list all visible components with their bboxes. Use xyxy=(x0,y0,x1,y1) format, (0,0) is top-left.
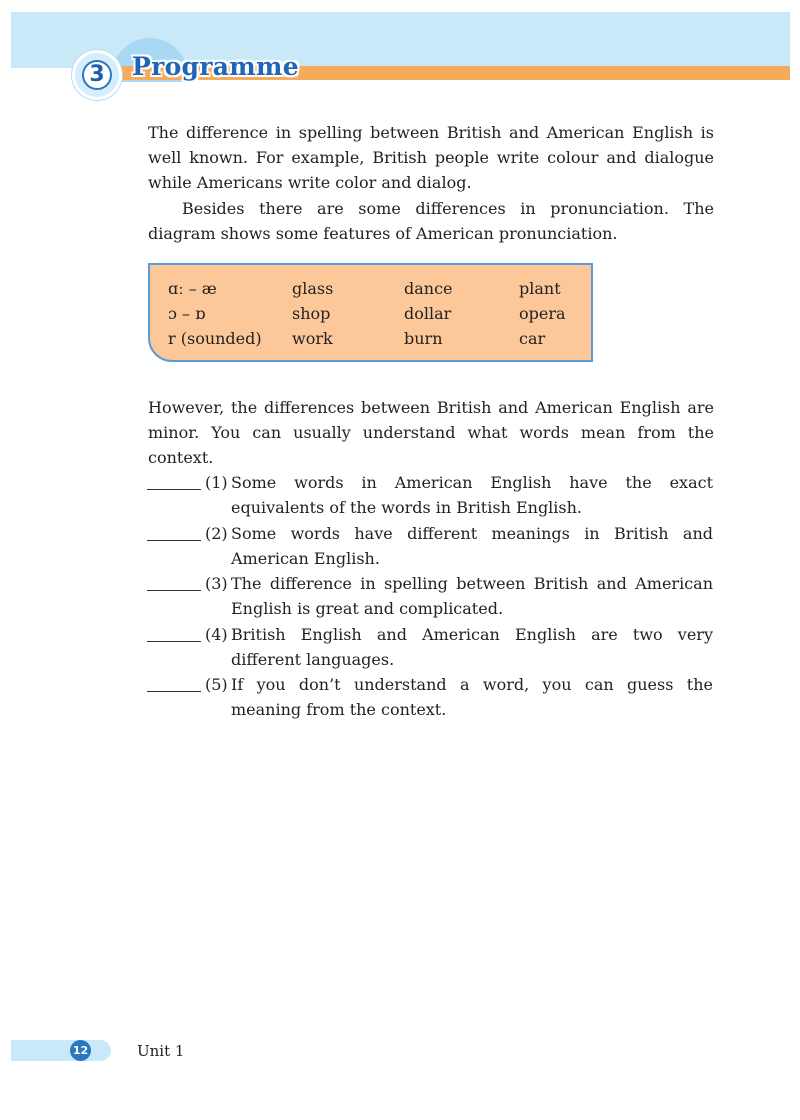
exercise-item xyxy=(147,521,715,572)
exercise-item xyxy=(147,622,715,673)
example-word: burn xyxy=(404,329,443,348)
pronunciation-table xyxy=(148,263,593,362)
section-number-badge xyxy=(72,50,122,100)
answer-blank[interactable] xyxy=(147,641,201,642)
pronunciation-sound: r (sounded) xyxy=(168,329,262,348)
answer-blank[interactable] xyxy=(147,590,201,591)
conclusion-paragraph: However, the differences between British and American English are minor. You can usually understand what words mean from the context. xyxy=(148,398,714,467)
unit-label: Unit 1 xyxy=(137,1042,185,1060)
section-number: 3 xyxy=(82,60,112,90)
exercise-item xyxy=(147,470,715,521)
pronunciation-row xyxy=(150,326,591,351)
exercise-statement: The difference in spelling between British and American English is great and complicated. xyxy=(231,574,713,618)
exercise-statement: British English and American English are two very different languages. xyxy=(231,624,713,669)
intro-paragraph-2 xyxy=(148,196,714,246)
example-word: work xyxy=(292,329,333,348)
exercise-statement: Some words in American English have the exact equivalents of the words in British English. xyxy=(231,473,713,517)
answer-blank[interactable] xyxy=(147,489,201,490)
page-number: 12 xyxy=(70,1040,91,1061)
section-title: Programme xyxy=(132,52,300,81)
exercise-item xyxy=(147,672,715,723)
exercise-item xyxy=(147,571,715,622)
pronunciation-sound: ɑː – æ xyxy=(168,279,217,298)
answer-blank[interactable] xyxy=(147,540,201,541)
example-word: dollar xyxy=(404,304,452,323)
exercise-number: (5) xyxy=(205,675,228,694)
example-word: car xyxy=(519,329,546,348)
exercise-number: (2) xyxy=(205,523,228,543)
intro-paragraph-2-text: Besides there are some differences in pronunciation. The diagram shows some features of American pronunciation. xyxy=(148,199,714,243)
pronunciation-sound: ɔ – ɒ xyxy=(168,304,206,323)
exercise-number: (1) xyxy=(205,473,228,492)
exercise-statement: If you don’t understand a word, you can guess the meaning from the context. xyxy=(231,675,713,719)
example-word: glass xyxy=(292,279,334,298)
example-word: plant xyxy=(519,279,561,298)
intro-paragraph-1: The difference in spelling between British and American English is well known. For example, British people write colour and dialogue while Americans write color and dialog. xyxy=(148,123,714,192)
exercise-number: (3) xyxy=(205,574,228,593)
pronunciation-row xyxy=(150,301,591,326)
exercise-list xyxy=(147,470,715,723)
footer-bar xyxy=(11,1040,111,1061)
pronunciation-row xyxy=(150,276,591,301)
example-word: dance xyxy=(404,279,453,298)
exercise-statement: Some words have different meanings in British and American English. xyxy=(231,523,713,568)
answer-blank[interactable] xyxy=(147,691,201,692)
example-word: opera xyxy=(519,304,566,323)
example-word: shop xyxy=(292,304,331,323)
exercise-number: (4) xyxy=(205,624,228,644)
